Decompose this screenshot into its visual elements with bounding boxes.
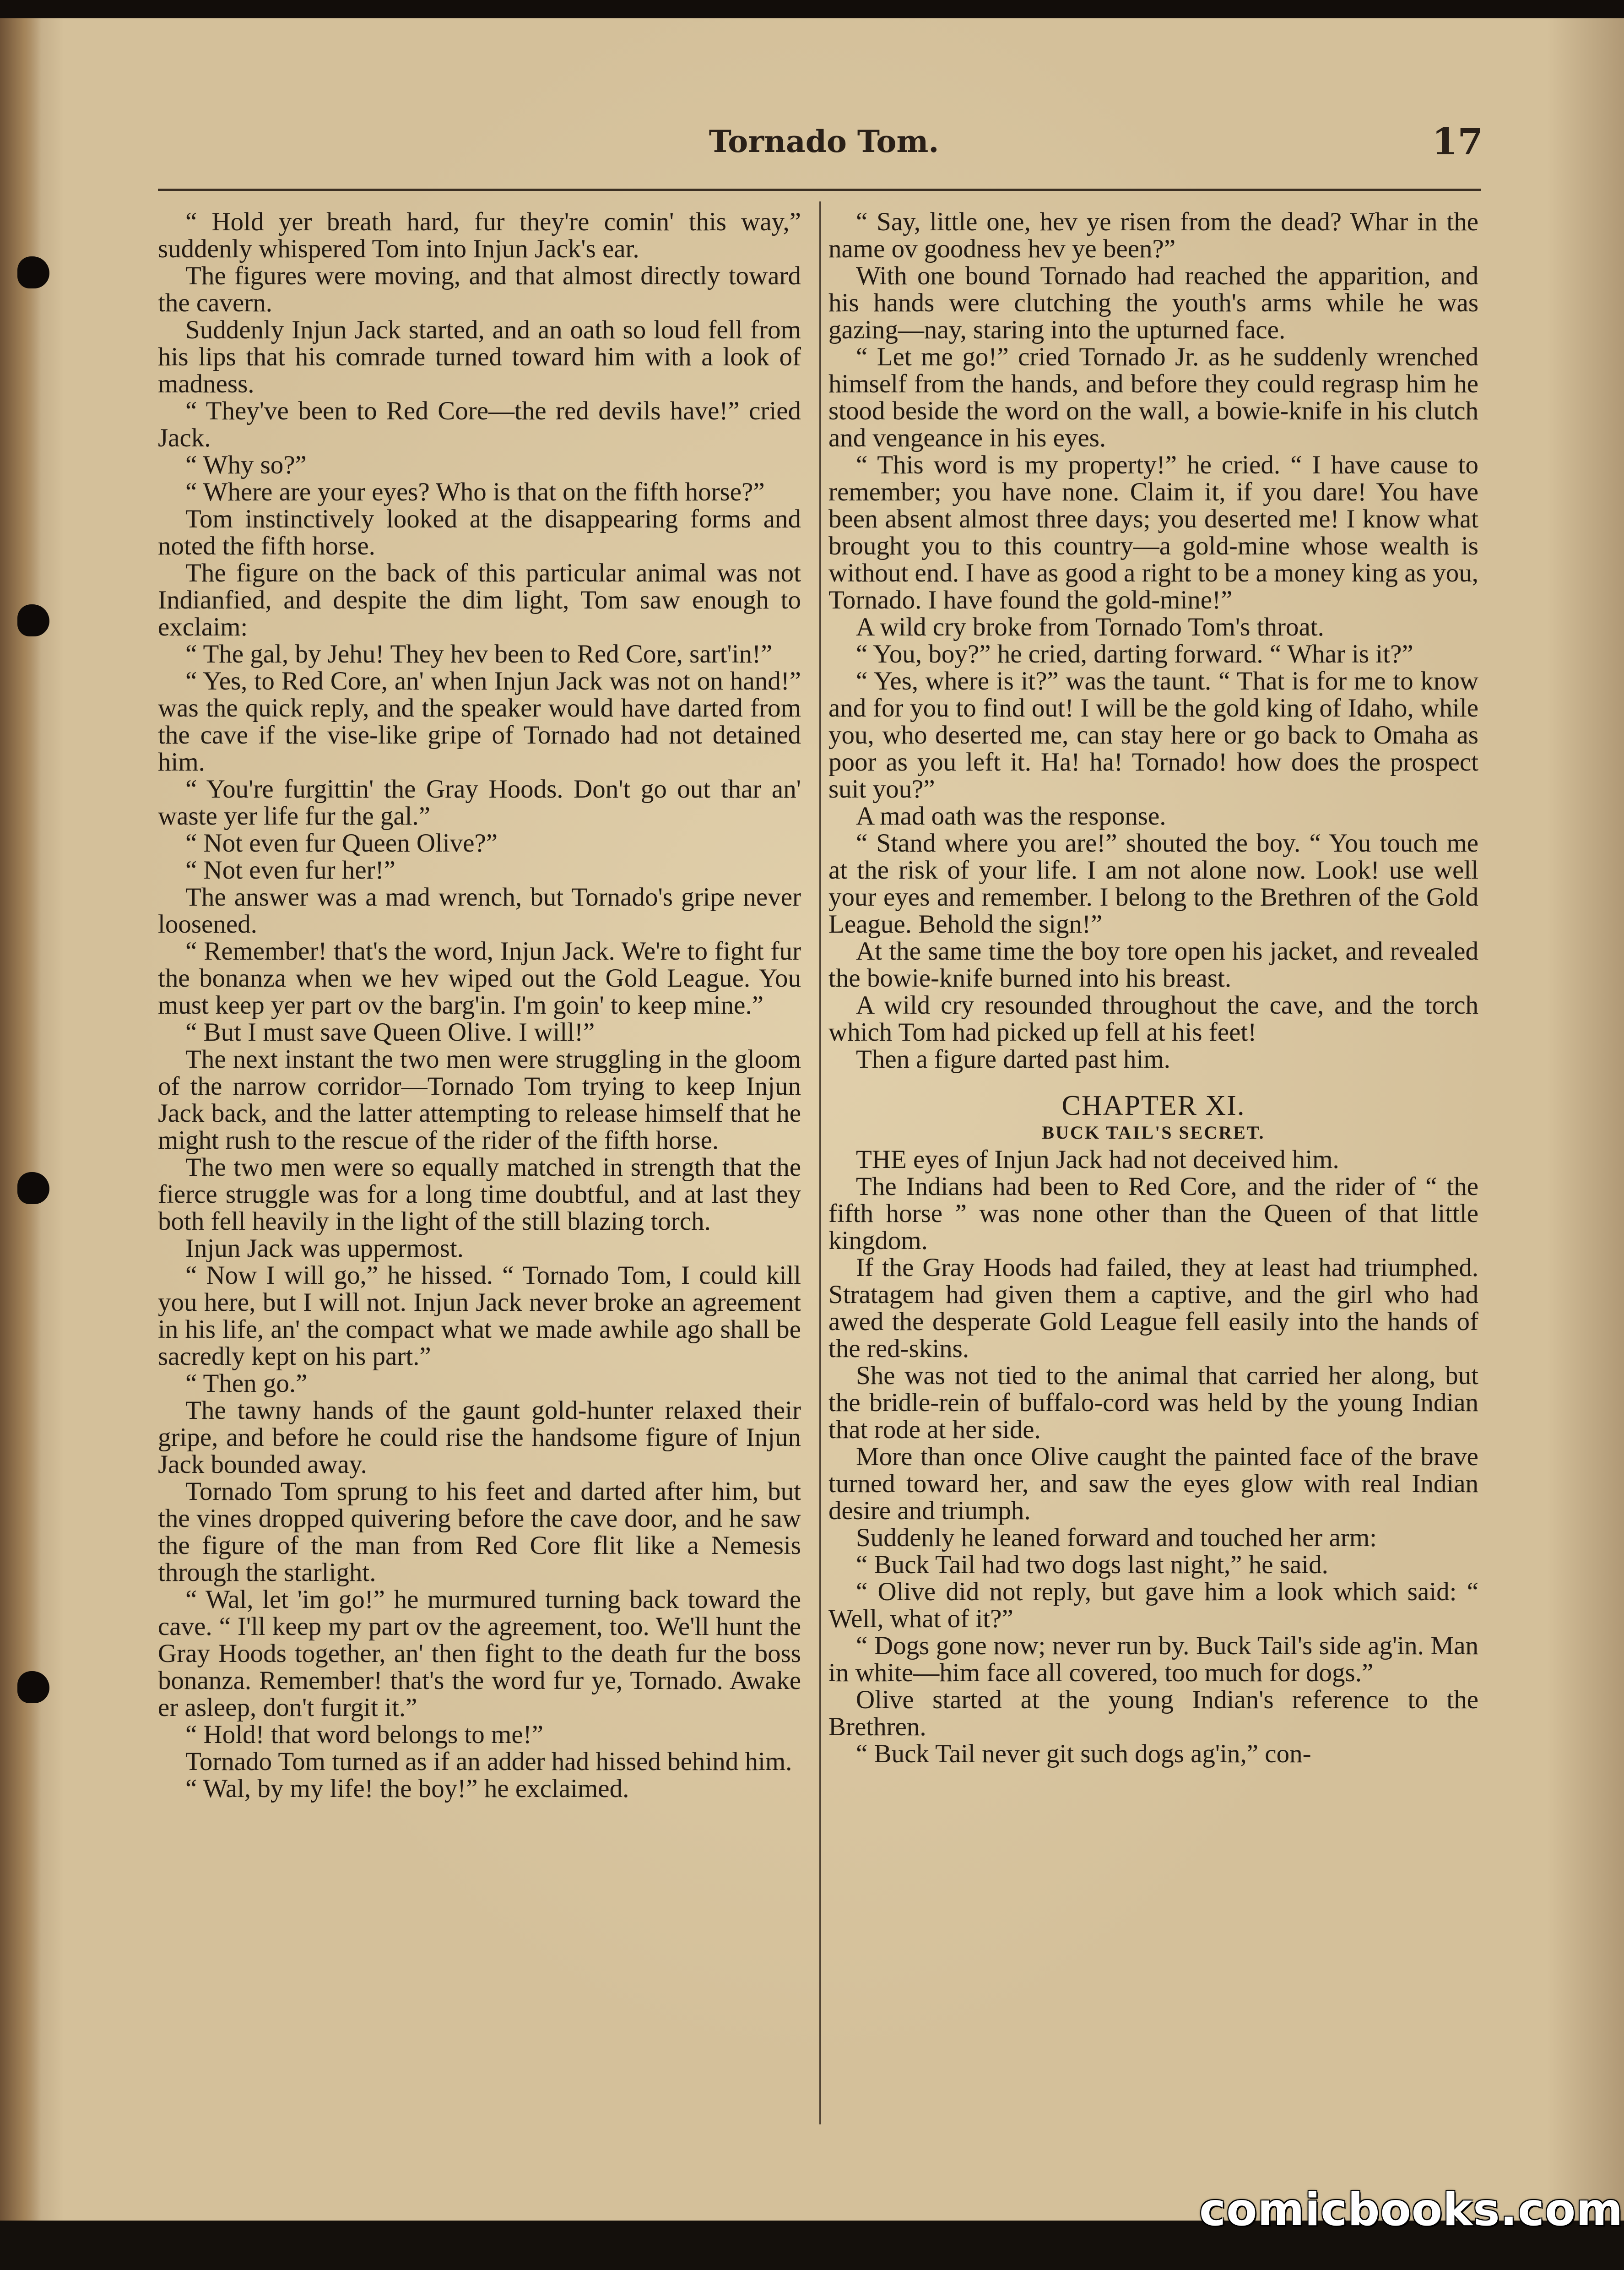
paragraph: “ Remember! that's the word, Injun Jack. We're to fight fur the bonanza when we hev wiped out the Gold League. You must keep yer part ov the barg'in. I'm goin' to keep mine.” <box>158 937 801 1020</box>
header-rule <box>158 189 1481 191</box>
paragraph: “ Buck Tail never git such dogs ag'in,” con- <box>856 1739 1311 1768</box>
chapter-subtitle: BUCK TAIL'S SECRET. <box>1042 1122 1265 1143</box>
paragraph: Suddenly he leaned forward and touched her arm: <box>856 1523 1377 1552</box>
paragraph: With one bound Tornado had reached the apparition, and his hands were clutching the youth's arms while he was gazing—nay, staring into the upturned face. <box>828 261 1478 344</box>
paragraph: “ Yes, to Red Core, an' when Injun Jack was not on hand!” was the quick reply, and the speaker would have darted from the cave if the vise-like gripe of Tornado had not detained him. <box>158 667 801 777</box>
paragraph: “ Olive did not reply, but gave him a look which said: “ Well, what of it?” <box>828 1577 1478 1633</box>
paragraph: “ Stand where you are!” shouted the boy. “ You touch me at the risk of your life. I am not alone now. Look! use well your eyes and remember. I belong to the Brethren of the Gold League. Behold the sign!” <box>828 829 1478 939</box>
paragraph: Tornado Tom turned as if an adder had hissed behind him. <box>185 1747 792 1776</box>
paragraph: The next instant the two men were struggling in the gloom of the narrow corridor—Tornado Tom trying to keep Injun Jack back, and the latter attempting to release himself that he might rush to the rescue of the rider of the fifth horse. <box>158 1045 801 1155</box>
paragraph: “ This word is my property!” he cried. “ I have cause to remember; you have none. Claim it, if you dare! You have been absent almost three days; you deserted me! I know what brought you to this country—a gold-mine whose wealth is without end. I have as good a right to be a money king as you, Tornado. I have found the gold-mine!” <box>828 451 1478 614</box>
paragraph: “ They've been to Red Core—the red devils have!” cried Jack. <box>158 396 801 452</box>
chapter-text <box>828 1146 1478 1767</box>
paragraph: The answer was a mad wrench, but Tornado's gripe never loosened. <box>158 883 801 939</box>
paragraph: “ Why so?” <box>185 451 307 479</box>
right-column-text <box>828 208 1478 1073</box>
paragraph: “ But I must save Queen Olive. I will!” <box>185 1018 595 1047</box>
paragraph: If the Gray Hoods had failed, they at least had triumphed. Stratagem had given them a captive, and the girl who had awed the desperate Gold League fell easily into the hands of the red-skins. <box>828 1253 1478 1363</box>
paragraph: “ The gal, by Jehu! They hev been to Red Core, sart'in!” <box>185 640 773 668</box>
paragraph: Olive started at the young Indian's reference to the Brethren. <box>828 1685 1478 1741</box>
binding-hole <box>17 1671 49 1703</box>
paragraph: “ Where are your eyes? Who is that on the fifth horse?” <box>185 478 765 506</box>
paragraph: “ Hold! that word belongs to me!” <box>185 1720 543 1749</box>
paragraph: “ Wal, let 'im go!” he murmured turning back toward the cave. “ I'll keep my part ov the agreement, too. We'll hunt the Gray Hoods together, an' then fight to the death fur the boss bonanza. Remember! that's the word fur ye, Tornado. Awake er asleep, don't furgit it.” <box>158 1585 801 1722</box>
paragraph: Then a figure darted past him. <box>856 1045 1170 1074</box>
watermark: comicbooks.com <box>1199 2184 1624 2236</box>
paragraph: “ Not even fur Queen Olive?” <box>185 829 498 858</box>
paragraph: Injun Jack was uppermost. <box>185 1234 464 1263</box>
right-column <box>828 208 1478 1767</box>
paragraph: “ Say, little one, hev ye risen from the dead? Whar in the name ov goodness hev ye been?” <box>828 207 1478 263</box>
paragraph: A wild cry resounded throughout the cave, and the torch which Tom had picked up fell at his feet! <box>828 991 1478 1047</box>
paragraph: The Indians had been to Red Core, and the rider of “ the fifth horse ” was none other than the Queen of that little kingdom. <box>828 1172 1478 1255</box>
left-column <box>158 208 801 1802</box>
paragraph: “ Not even fur her!” <box>185 856 395 885</box>
paragraph: “ Then go.” <box>185 1369 308 1398</box>
scan-border-top <box>0 0 1624 18</box>
paragraph: Suddenly Injun Jack started, and an oath so loud fell from his lips that his comrade turned toward him with a look of madness. <box>158 315 801 398</box>
paragraph: The two men were so equally matched in strength that the fierce struggle was for a long time doubtful, and at last they both fell heavily in the light of the still blazing torch. <box>158 1153 801 1236</box>
paragraph: At the same time the boy tore open his jacket, and revealed the bowie-knife burned into his breast. <box>828 937 1478 993</box>
paragraph: More than once Olive caught the painted face of the brave turned toward her, and saw the eyes glow with real Indian desire and triumph. <box>828 1442 1478 1525</box>
page-number: 17 <box>1432 120 1483 163</box>
paragraph: THE eyes of Injun Jack had not deceived him. <box>856 1145 1339 1174</box>
paragraph: “ Now I will go,” he hissed. “ Tornado Tom, I could kill you here, but I will not. Injun Jack never broke an agreement in his life, an' the compact what we made awhile ago shall be sacredly kept on his part.” <box>158 1261 801 1371</box>
chapter-heading: CHAPTER XI. <box>1061 1090 1245 1121</box>
paragraph: The figure on the back of this particular animal was not Indianfied, and despite the dim light, Tom saw enough to exclaim: <box>158 559 801 641</box>
paragraph: Tom instinctively looked at the disappearing forms and noted the fifth horse. <box>158 505 801 560</box>
column-divider <box>819 201 821 2124</box>
paragraph: The tawny hands of the gaunt gold-hunter relaxed their gripe, and before he could rise the handsome figure of Injun Jack bounded away. <box>158 1396 801 1479</box>
paragraph: “ Wal, by my life! the boy!” he exclaimed. <box>185 1774 629 1803</box>
paragraph: A wild cry broke from Tornado Tom's throat. <box>856 613 1324 641</box>
binding-hole <box>17 1172 49 1204</box>
paragraph: “ Buck Tail had two dogs last night,” he said. <box>856 1550 1328 1579</box>
page-binding <box>0 0 41 2270</box>
paragraph: “ You, boy?” he cried, darting forward. “ Whar is it?” <box>856 640 1413 668</box>
binding-hole <box>17 256 49 288</box>
paragraph: “ Hold yer breath hard, fur they're comin' this way,” suddenly whispered Tom into Injun Jack's ear. <box>158 207 801 263</box>
paragraph: “ Dogs gone now; never run by. Buck Tail's side ag'in. Man in white—him face all covered, too much for dogs.” <box>828 1631 1478 1687</box>
running-header-title: Tornado Tom. <box>709 124 939 159</box>
paragraph: “ Yes, where is it?” was the taunt. “ That is for me to know and for you to find out! I will be the gold king of Idaho, while you, who deserted me, can stay here or go back to Omaha as poor as you left it. Ha! ha! Tornado! how does the prospect suit you?” <box>828 667 1478 804</box>
paragraph: “ You're furgittin' the Gray Hoods. Don't go out thar an' waste yer life fur the gal.” <box>158 775 801 831</box>
paragraph: She was not tied to the animal that carried her along, but the bridle-rein of buffalo-cord was held by the young Indian that rode at her side. <box>828 1361 1478 1444</box>
paragraph: The figures were moving, and that almost directly toward the cavern. <box>158 261 801 317</box>
binding-hole <box>17 604 49 636</box>
paragraph: “ Let me go!” cried Tornado Jr. as he suddenly wrenched himself from the hands, and before they could regrasp him he stood beside the word on the wall, a bowie-knife in his clutch and vengeance in his eyes. <box>828 342 1478 452</box>
paragraph: Tornado Tom sprung to his feet and darted after him, but the vines dropped quivering before the cave door, and he saw the figure of the man from Red Core flit like a Nemesis through the starlight. <box>158 1477 801 1587</box>
paragraph: A mad oath was the response. <box>856 802 1166 831</box>
